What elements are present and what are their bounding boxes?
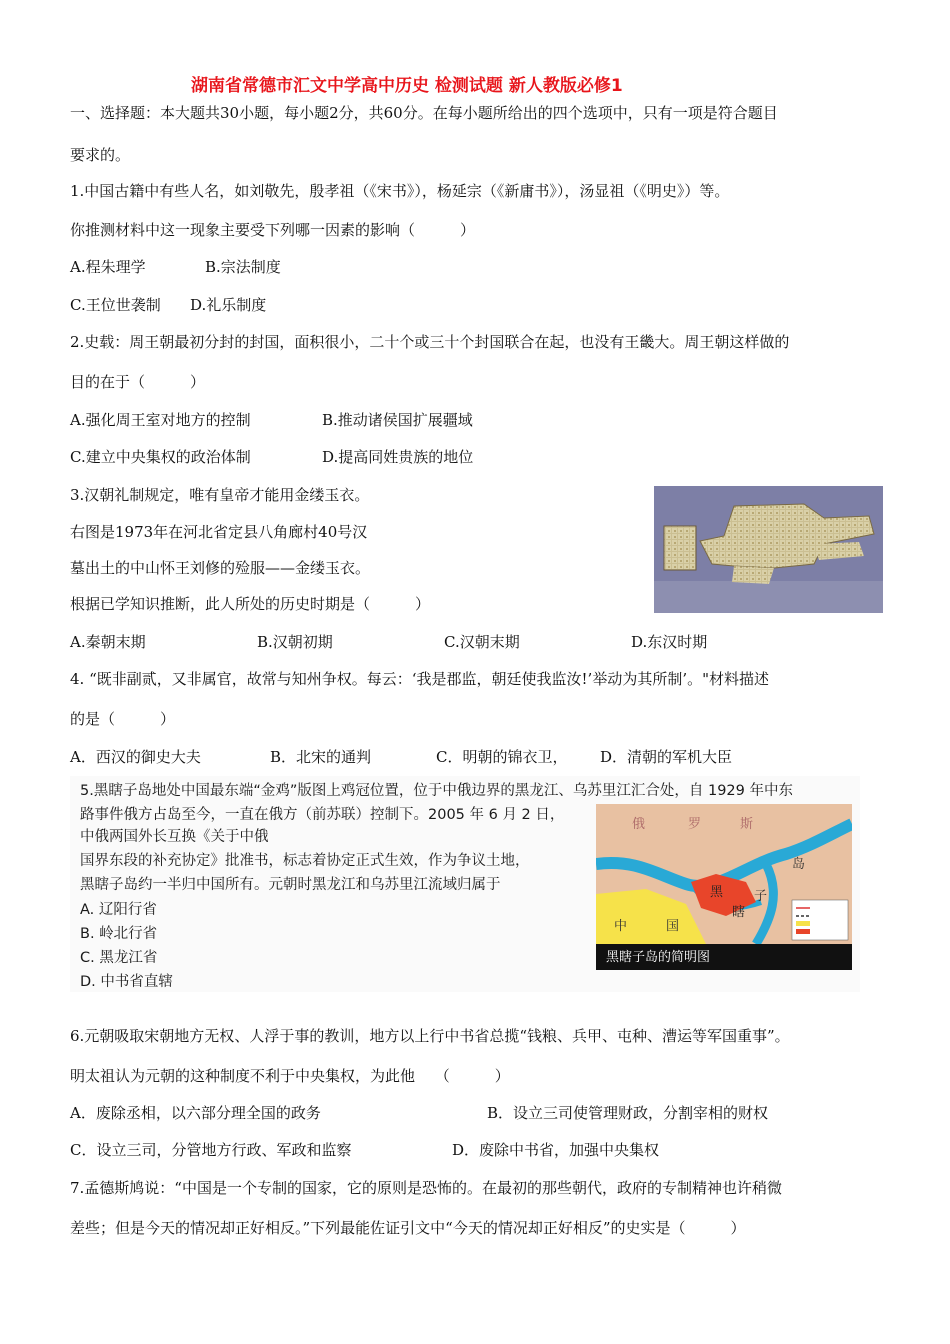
q4-stem-line2: 的是（ ） — [70, 710, 176, 728]
q4-option-b[interactable]: B．北宋的通判 — [270, 748, 372, 766]
q2-option-d[interactable]: D.提高同姓贵族的地位 — [322, 448, 474, 466]
q7-stem-line2: 差些；但是今天的情况却正好相反。”下列最能佐证引文中“今天的情况却正好相反”的史实是（ ） — [70, 1219, 746, 1237]
q6-stem-line1: 6.元朝吸取宋朝地方无权、人浮于事的教训，地方以上行中书省总揽“钱粮、兵甲、屯种、漕运等军国重事”。 — [70, 1027, 790, 1045]
q5-option-b[interactable]: B. 岭北行省 — [80, 926, 158, 942]
instructions-line2: 要求的。 — [70, 146, 131, 164]
q7-stem-line1: 7.孟德斯鸠说：“中国是一个专制的国家，它的原则是恐怖的。在最初的那些朝代，政府的专制精神也许稍微 — [70, 1179, 782, 1197]
q4-option-a[interactable]: A．西汉的御史大夫 — [70, 748, 201, 766]
q5-option-d[interactable]: D. 中书省直辖 — [80, 974, 173, 990]
q5-option-c[interactable]: C. 黑龙江省 — [80, 950, 158, 966]
q6-option-a[interactable]: A．废除丞相，以六部分理全国的政务 — [70, 1104, 321, 1122]
map-label-russia2: 罗 — [688, 817, 702, 832]
map-label-china2: 国 — [666, 919, 680, 934]
jade-suit-photo — [654, 486, 883, 613]
map-caption: 黑瞎子岛的简明图 — [606, 950, 711, 965]
q1-option-b[interactable]: B.宗法制度 — [205, 258, 281, 276]
q1-option-d[interactable]: D.礼乐制度 — [190, 296, 267, 314]
q6-option-b[interactable]: B．设立三司使管理财政，分割宰相的财权 — [487, 1104, 769, 1122]
q3-stem-line1: 3.汉朝礼制规定，唯有皇帝才能用金缕玉衣。 — [70, 486, 370, 504]
q1-stem-line2: 你推测材料中这一现象主要受下列哪一因素的影响（ ） — [70, 221, 476, 239]
q5-stem-line2: 路事件俄方占岛至今，一直在俄方（前苏联）控制下。2005 年 6 月 2 日， — [80, 807, 565, 823]
page-title: 湖南省常德市汇文中学高中历史 检测试题 新人教版必修1 — [191, 76, 623, 96]
q3-stem-line4: 根据已学知识推断，此人所处的历史时期是（ ） — [70, 595, 431, 613]
q6-stem-line2: 明太祖认为元朝的这种制度不利于中央集权，为此他 （ ） — [70, 1067, 510, 1085]
q5-scanned-block — [70, 776, 860, 992]
q2-option-b[interactable]: B.推动诸侯国扩展疆域 — [322, 411, 473, 429]
q2-option-a[interactable]: A.强化周王室对地方的控制 — [70, 411, 251, 429]
q2-stem-line2: 目的在于（ ） — [70, 373, 206, 391]
q3-option-c[interactable]: C.汉朝末期 — [444, 633, 520, 651]
q4-stem-line1: 4. “既非副贰，又非属官，故常与知州争权。每云：‘我是郡监，朝廷使我监汝!’举动为其所制’。"材料描述 — [70, 670, 769, 688]
q4-option-d[interactable]: D．清朝的军机大臣 — [600, 748, 733, 766]
map-label-island1: 岛 — [792, 857, 806, 872]
q5-stem-line3: 中俄两国外长互换《关于中俄 — [80, 829, 269, 845]
q2-stem-line1: 2.史载：周王朝最初分封的封国，面积很小，二十个或三十个封国联合在起，也没有王畿大。周王朝这样做的 — [70, 333, 790, 351]
q3-option-d[interactable]: D.东汉时期 — [631, 633, 708, 651]
q3-option-a[interactable]: A.秦朝末期 — [70, 633, 146, 651]
map-label-russia3: 斯 — [740, 817, 754, 832]
map-label-xia: 瞎 — [732, 905, 746, 920]
map-label-russia1: 俄 — [632, 817, 646, 832]
jade-suit-illustration — [654, 486, 883, 613]
heixiazi-island-map — [596, 804, 852, 970]
q5-stem-line5: 黑瞎子岛约一半归中国所有。元朝时黑龙江和乌苏里江流域归属于 — [80, 877, 501, 893]
q1-option-c[interactable]: C.王位世袭制 — [70, 296, 161, 314]
q2-option-c[interactable]: C.建立中央集权的政治体制 — [70, 448, 251, 466]
map-label-hei: 黑 — [710, 885, 724, 900]
q3-stem-line2: 右图是1973年在河北省定县八角廊村40号汉 — [70, 523, 368, 541]
q5-stem-line4: 国界东段的补充协定》批准书，标志着协定正式生效，作为争议土地， — [80, 853, 530, 869]
q6-option-d[interactable]: D．废除中书省，加强中央集权 — [452, 1141, 660, 1159]
q1-stem-line1: 1.中国古籍中有些人名，如刘敬先，殷孝祖（《宋书》），杨延宗（《新庸书》），汤显祖（《明史》）等。 — [70, 182, 730, 200]
instructions-line1: 一、选择题：本大题共30小题，每小题2分，共60分。在每小题所给出的四个选项中，只有一项是符合题目 — [70, 104, 778, 122]
map-label-island2: 子 — [754, 889, 768, 904]
q5-stem-line1: 5.黑瞎子岛地处中国最东端“金鸡”版图上鸡冠位置，位于中俄边界的黑龙江、乌苏里江汇合处，自 1929 年中东 — [80, 783, 793, 799]
q5-option-a[interactable]: A. 辽阳行省 — [80, 902, 157, 918]
map-label-china1: 中 — [614, 919, 628, 934]
q3-stem-line3: 墓出土的中山怀王刘修的殓服——金缕玉衣。 — [70, 559, 371, 577]
q6-option-c[interactable]: C．设立三司，分管地方行政、军政和监察 — [70, 1141, 352, 1159]
q1-option-a[interactable]: A.程朱理学 — [70, 258, 146, 276]
q4-option-c[interactable]: C．明朝的锦衣卫， — [436, 748, 568, 766]
q3-option-b[interactable]: B.汉朝初期 — [257, 633, 333, 651]
